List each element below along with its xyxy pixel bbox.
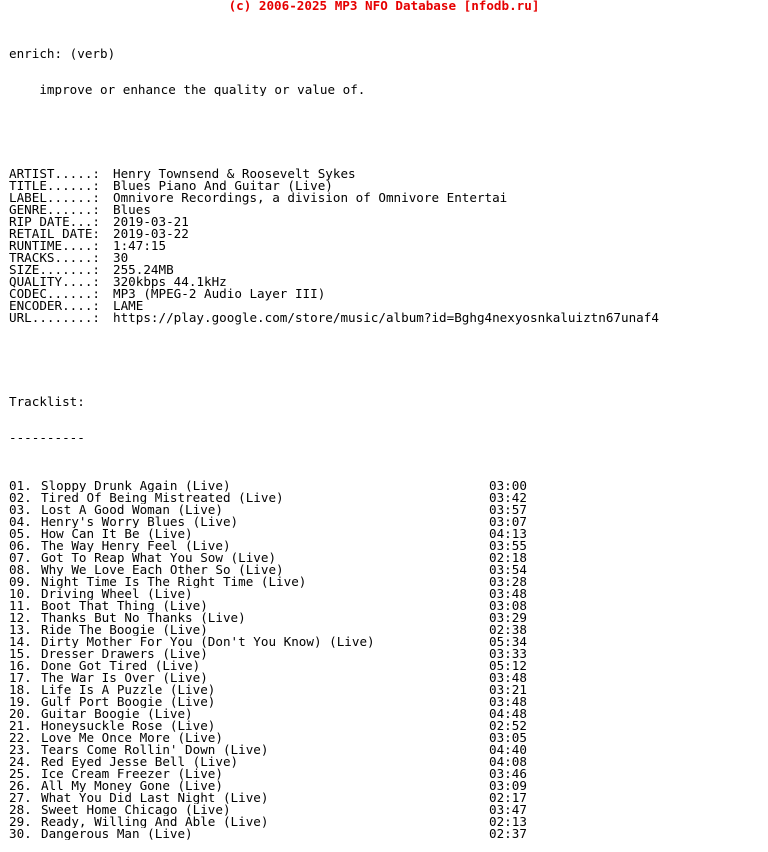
track-number: 17.	[9, 670, 32, 685]
info-label: ENCODER....:	[9, 298, 100, 313]
info-value: 2019-03-22	[113, 226, 189, 241]
track-row	[9, 504, 764, 516]
track-row	[9, 624, 764, 636]
track-row	[9, 636, 764, 648]
track-row	[9, 516, 764, 528]
info-label: SIZE.......:	[9, 262, 100, 277]
track-title: Lost A Good Woman (Live)	[41, 504, 223, 516]
track-duration: 02:52	[489, 718, 527, 733]
track-row	[9, 792, 764, 804]
track-duration: 04:13	[489, 526, 527, 541]
info-label: URL........:	[9, 310, 100, 325]
track-title: The War Is Over (Live)	[41, 672, 208, 684]
track-title: Henry's Worry Blues (Live)	[41, 516, 239, 528]
track-row	[9, 672, 764, 684]
track-title: Dangerous Man (Live)	[41, 828, 193, 840]
track-duration: 03:21	[489, 682, 527, 697]
track-number: 26.	[9, 778, 32, 793]
track-duration: 04:40	[489, 742, 527, 757]
track-duration: 02:38	[489, 622, 527, 637]
track-row	[9, 756, 764, 768]
track-row	[9, 816, 764, 828]
track-row	[9, 696, 764, 708]
track-row	[9, 564, 764, 576]
info-label: RETAIL DATE:	[9, 226, 100, 241]
info-label: RUNTIME....:	[9, 238, 100, 253]
track-duration: 03:48	[489, 586, 527, 601]
track-number: 07.	[9, 550, 32, 565]
track-title: Ready, Willing And Able (Live)	[41, 816, 269, 828]
track-duration: 03:00	[489, 478, 527, 493]
track-title: All My Money Gone (Live)	[41, 780, 223, 792]
track-duration: 03:47	[489, 802, 527, 817]
track-row	[9, 480, 764, 492]
track-title: Ride The Boogie (Live)	[41, 624, 208, 636]
info-label: CODEC......:	[9, 286, 100, 301]
track-row	[9, 492, 764, 504]
info-value: 255.24MB	[113, 262, 174, 277]
track-duration: 03:33	[489, 646, 527, 661]
track-row	[9, 768, 764, 780]
track-number: 25.	[9, 766, 32, 781]
spacer	[9, 120, 764, 132]
track-title: Gulf Port Boogie (Live)	[41, 696, 216, 708]
track-number: 11.	[9, 598, 32, 613]
track-number: 03.	[9, 502, 32, 517]
info-value: Henry Townsend & Roosevelt Sykes	[113, 166, 356, 181]
track-title: Done Got Tired (Live)	[41, 660, 201, 672]
track-title: How Can It Be (Live)	[41, 528, 193, 540]
track-title: Love Me Once More (Live)	[41, 732, 223, 744]
track-number: 19.	[9, 694, 32, 709]
track-row	[9, 720, 764, 732]
track-title: Sweet Home Chicago (Live)	[41, 804, 231, 816]
info-label: GENRE......:	[9, 202, 100, 217]
tracklist	[9, 480, 764, 840]
info-row	[9, 312, 764, 324]
track-number: 23.	[9, 742, 32, 757]
info-value: 2019-03-21	[113, 214, 189, 229]
info-value: Blues Piano And Guitar (Live)	[113, 178, 333, 193]
track-duration: 04:48	[489, 706, 527, 721]
track-duration: 02:37	[489, 826, 527, 841]
track-title: Dirty Mother For You (Don't You Know) (Live)	[41, 636, 375, 648]
info-label: TRACKS.....:	[9, 250, 100, 265]
track-duration: 03:08	[489, 598, 527, 613]
track-number: 13.	[9, 622, 32, 637]
track-row	[9, 708, 764, 720]
definition-line-2: improve or enhance the quality or value of.	[9, 84, 366, 96]
info-value: Omnivore Recordings, a division of Omnivore Entertai	[113, 190, 508, 205]
nfo-document	[9, 24, 764, 852]
track-number: 09.	[9, 574, 32, 589]
info-value: 30	[113, 250, 129, 265]
track-row	[9, 540, 764, 552]
track-number: 14.	[9, 634, 32, 649]
track-title: Got To Reap What You Sow (Live)	[41, 552, 277, 564]
track-title: Ice Cream Freezer (Live)	[41, 768, 223, 780]
track-title: Honeysuckle Rose (Live)	[41, 720, 216, 732]
track-number: 29.	[9, 814, 32, 829]
info-value: Blues	[113, 202, 151, 217]
release-info	[9, 168, 764, 324]
track-number: 22.	[9, 730, 32, 745]
tracklist-underline: ----------	[9, 432, 85, 444]
track-title: Tired Of Being Mistreated (Live)	[41, 492, 284, 504]
track-title: Dresser Drawers (Live)	[41, 648, 208, 660]
track-number: 27.	[9, 790, 32, 805]
track-title: Driving Wheel (Live)	[41, 588, 193, 600]
spacer	[9, 360, 764, 372]
track-number: 04.	[9, 514, 32, 529]
info-value: LAME	[113, 298, 144, 313]
info-label: ARTIST.....:	[9, 166, 100, 181]
track-row	[9, 684, 764, 696]
track-number: 28.	[9, 802, 32, 817]
track-number: 08.	[9, 562, 32, 577]
track-title: Night Time Is The Right Time (Live)	[41, 576, 307, 588]
info-label: TITLE......:	[9, 178, 100, 193]
track-row	[9, 744, 764, 756]
track-duration: 03:55	[489, 538, 527, 553]
track-duration: 03:46	[489, 766, 527, 781]
track-number: 05.	[9, 526, 32, 541]
track-duration: 03:48	[489, 670, 527, 685]
track-number: 12.	[9, 610, 32, 625]
track-row	[9, 732, 764, 744]
track-duration: 03:09	[489, 778, 527, 793]
track-number: 30.	[9, 826, 32, 841]
track-title: What You Did Last Night (Live)	[41, 792, 269, 804]
track-number: 10.	[9, 586, 32, 601]
track-row	[9, 576, 764, 588]
track-duration: 03:28	[489, 574, 527, 589]
track-title: Red Eyed Jesse Bell (Live)	[41, 756, 239, 768]
track-number: 01.	[9, 478, 32, 493]
track-title: Boot That Thing (Live)	[41, 600, 208, 612]
track-number: 16.	[9, 658, 32, 673]
info-value: MP3 (MPEG-2 Audio Layer III)	[113, 286, 326, 301]
track-duration: 02:18	[489, 550, 527, 565]
track-duration: 03:42	[489, 490, 527, 505]
info-label: QUALITY....:	[9, 274, 100, 289]
info-value: 320kbps 44.1kHz	[113, 274, 227, 289]
track-number: 24.	[9, 754, 32, 769]
track-number: 21.	[9, 718, 32, 733]
track-row	[9, 780, 764, 792]
info-label: RIP DATE...:	[9, 214, 100, 229]
track-number: 18.	[9, 682, 32, 697]
track-title: The Way Henry Feel (Live)	[41, 540, 231, 552]
track-title: Why We Love Each Other So (Live)	[41, 564, 284, 576]
track-row	[9, 660, 764, 672]
track-row	[9, 528, 764, 540]
track-duration: 04:08	[489, 754, 527, 769]
track-duration: 05:34	[489, 634, 527, 649]
track-duration: 03:07	[489, 514, 527, 529]
track-duration: 05:12	[489, 658, 527, 673]
track-title: Guitar Boogie (Live)	[41, 708, 193, 720]
track-row	[9, 648, 764, 660]
track-title: Sloppy Drunk Again (Live)	[41, 480, 231, 492]
track-title: Life Is A Puzzle (Live)	[41, 684, 216, 696]
track-row	[9, 552, 764, 564]
track-duration: 02:13	[489, 814, 527, 829]
track-title: Tears Come Rollin' Down (Live)	[41, 744, 269, 756]
track-duration: 02:17	[489, 790, 527, 805]
tracklist-heading: Tracklist:	[9, 396, 85, 408]
track-number: 02.	[9, 490, 32, 505]
track-duration: 03:29	[489, 610, 527, 625]
track-row	[9, 612, 764, 624]
info-value: 1:47:15	[113, 238, 167, 253]
track-duration: 03:57	[489, 502, 527, 517]
track-number: 06.	[9, 538, 32, 553]
info-value[interactable]: https://play.google.com/store/music/album?id=Bghg4nexyosnkaluiztn67unaf4	[113, 310, 659, 325]
track-number: 20.	[9, 706, 32, 721]
definition-line-1: enrich: (verb)	[9, 48, 116, 60]
track-duration: 03:05	[489, 730, 527, 745]
track-row	[9, 600, 764, 612]
track-duration: 03:54	[489, 562, 527, 577]
info-label: LABEL......:	[9, 190, 100, 205]
track-row	[9, 804, 764, 816]
track-duration: 03:48	[489, 694, 527, 709]
track-row	[9, 828, 764, 840]
track-title: Thanks But No Thanks (Live)	[41, 612, 246, 624]
site-banner[interactable]: (c) 2006-2025 MP3 NFO Database [nfodb.ru]	[228, 0, 540, 13]
track-row	[9, 588, 764, 600]
track-number: 15.	[9, 646, 32, 661]
